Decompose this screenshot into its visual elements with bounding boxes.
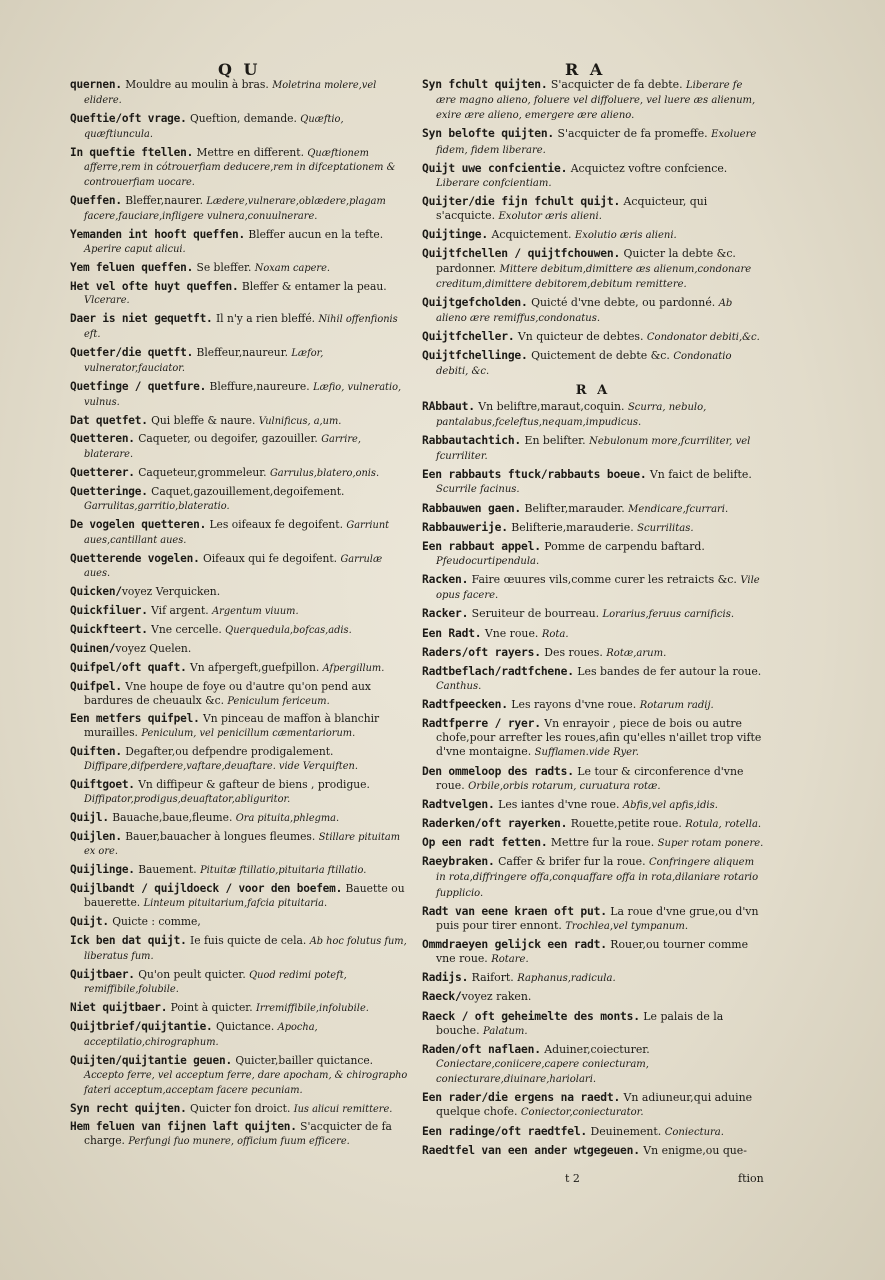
dictionary-entry — [70, 78, 408, 108]
entry-headword: Quetteringe. — [70, 485, 148, 498]
dictionary-entry — [70, 1102, 408, 1117]
dictionary-entry — [422, 330, 764, 345]
dictionary-entry — [70, 811, 408, 826]
entry-headword: De vogelen quetteren. — [70, 517, 207, 531]
entry-definition: Bauer,bauacher à longues fleumes. — [121, 829, 319, 843]
entry-latin: Garrulus,blatero,onis. — [269, 468, 380, 480]
dictionary-entry — [422, 296, 764, 326]
entry-definition: Bauette ou bauerette. — [84, 882, 405, 909]
entry-headword: Quijtbaer. — [70, 967, 135, 981]
entry-latin: Moletrina molere,vel elidere. — [84, 80, 377, 106]
entry-definition: Vn beliftre,maraut,coquin. — [474, 399, 628, 413]
dictionary-entry — [422, 817, 764, 832]
entry-headword: Racken. — [422, 573, 469, 587]
entry-definition: Queftion, demande. — [186, 111, 301, 125]
dictionary-entry — [422, 400, 764, 430]
dictionary-entry — [70, 661, 408, 676]
dictionary-entry — [422, 938, 764, 967]
entry-headword: Queffen. — [70, 194, 122, 208]
dictionary-entry — [422, 836, 764, 851]
entry-definition: S'acquicter de fa charge. — [84, 1120, 392, 1148]
entry-headword: Quetterer. — [70, 466, 135, 480]
entry-headword: Daer is niet gequetft. — [70, 312, 213, 326]
entry-latin: Aperire caput alicui. — [84, 243, 186, 255]
dictionary-entry — [70, 882, 408, 911]
entry-headword: Raders/oft rayers. — [422, 645, 541, 659]
entry-headword: Een Radt. — [422, 626, 482, 640]
entry-definition: Ie fuis quicte de cela. — [186, 933, 310, 947]
entry-headword: Quijtgefcholden. — [422, 295, 528, 309]
dictionary-entry — [70, 146, 408, 191]
entry-headword: Quickfiluer. — [70, 604, 148, 618]
dictionary-entry — [422, 468, 764, 497]
entry-definition: Quicter,bailler quictance. — [231, 1053, 374, 1067]
entry-headword: In queftie ftellen. — [70, 145, 194, 159]
entry-latin: Nebulonum more,fcurriliter, vel fcurriliter. — [436, 435, 751, 463]
entry-definition: Belifter,marauder. — [521, 501, 629, 515]
entry-definition: Rouette,petite roue. — [567, 817, 686, 831]
entry-definition: Aduiner,coiecturer. — [540, 1042, 650, 1056]
dictionary-entry — [422, 521, 764, 536]
entry-headword: Syn recht quijten. — [70, 1101, 187, 1115]
entry-latin: Super rotam ponere. — [657, 838, 764, 850]
entry-latin: Ius alicui remittere. — [293, 1103, 393, 1115]
entry-headword: Quijtfchellinge. — [422, 349, 528, 363]
entry-headword: Quijtinge. — [422, 228, 489, 242]
entry-headword: Een rader/die ergens na raedt. — [422, 1091, 621, 1105]
entry-headword: Radijs. — [422, 971, 469, 985]
entry-definition: Qu'on peult quicter. — [134, 967, 250, 981]
entry-definition: Caqueter, ou degoifer, gazouiller. — [134, 432, 322, 446]
entry-definition: Bauache,baue,fleume. — [108, 810, 236, 824]
entry-latin: Rotarum radij. — [639, 700, 714, 712]
entry-latin: Trochlea,vel tympanum. — [565, 920, 689, 932]
dictionary-entry — [422, 971, 764, 986]
entry-latin: Condonatio debiti, &c. — [436, 351, 732, 378]
dictionary-entry — [70, 280, 408, 309]
entry-definition: La roue d'vne grue,ou d'vn puis pour tirer ennont. — [436, 904, 759, 932]
entry-latin: Mittere debitum,dimittere æs alienum,condonare creditum,dimittere debitorem,debitum remittere. — [436, 263, 752, 290]
entry-definition: Caqueteur,grommeleur. — [134, 466, 270, 480]
entry-latin: Garrulitas,garritio,blateratio. — [84, 500, 230, 512]
dictionary-entry — [70, 1020, 408, 1050]
entry-definition: Des roues. — [540, 645, 607, 659]
entry-headword: Quijtfcheller. — [422, 330, 515, 344]
entry-latin: Lorarius,feruus carnificis. — [602, 609, 734, 621]
dictionary-entry — [422, 162, 764, 191]
entry-definition: Vn faict de belifte. — [646, 468, 752, 482]
entry-latin: Pfeudocurtipendula. — [436, 555, 540, 567]
dictionary-entry — [70, 604, 408, 619]
dictionary-entry — [70, 432, 408, 462]
entry-headword: Het vel ofte huyt queffen. — [70, 279, 239, 293]
entry-headword: Quijtfchellen / quijtfchouwen. — [422, 247, 621, 261]
entry-headword: Quetfer/die quetft. — [70, 346, 194, 359]
entry-definition: Vn adiuneur,qui aduine quelque chofe. — [436, 1091, 753, 1119]
entry-definition: Rouer,ou tourner comme vne roue. — [436, 938, 749, 966]
entry-definition: Bauement. — [134, 863, 201, 877]
entry-definition: Oifeaux qui fe degoifent. — [199, 551, 341, 565]
dictionary-entry — [70, 830, 408, 860]
entry-headword: Quijlen. — [70, 829, 122, 843]
entry-latin: Vile opus facere. — [436, 575, 760, 602]
dictionary-entry — [422, 607, 764, 622]
entry-definition: Il n'y a rien bleffé. — [212, 312, 319, 326]
entry-definition: S'acquicter de fa promeffe. — [554, 127, 712, 141]
entry-definition: Acquictement. — [488, 228, 575, 242]
entry-definition: Bleffeur,naureur. — [193, 346, 292, 359]
dictionary-entry — [70, 934, 408, 964]
entry-headword: Quicken/ — [70, 585, 122, 599]
dictionary-entry — [422, 855, 764, 900]
entry-definition: Vn pinceau de maffon à blanchir murailles. — [84, 712, 380, 740]
dictionary-entry — [70, 778, 408, 807]
entry-headword: Raden/oft naflaen. — [422, 1042, 541, 1056]
entry-latin: Vlcerare. — [84, 295, 130, 307]
dictionary-entry — [70, 712, 408, 741]
catchword: ftion — [738, 1172, 764, 1185]
entry-definition: Les oifeaux fe degoifent. — [206, 517, 347, 531]
entry-headword: Quinen/ — [70, 641, 116, 655]
entry-headword: Raedtfel van een ander wtgegeuen. — [422, 1143, 640, 1157]
entry-headword: Ick ben dat quijt. — [70, 933, 187, 947]
entry-headword: Quickfteert. — [70, 623, 148, 636]
entry-latin: Condonator debiti,&c. — [646, 332, 760, 344]
entry-definition: S'acquicter de fa debte. — [547, 78, 687, 91]
entry-headword: Rabbautachtich. — [422, 433, 522, 447]
entry-definition: Vne roue. — [481, 626, 542, 640]
entry-definition: Quicter fon droict. — [186, 1101, 294, 1115]
entry-definition: Quicté d'vne debte, ou pardonné. — [527, 295, 719, 309]
entry-definition: Vne houpe de foye ou d'autre qu'on pend aux bardures de cheuaulx &c. — [84, 679, 371, 707]
entry-latin: Linteum pituitarium,fafcia pituitaria. — [143, 898, 328, 909]
dictionary-entry — [422, 195, 764, 224]
dictionary-entry — [70, 1120, 408, 1149]
entry-headword: Quifpel/oft quaft. — [70, 660, 187, 674]
entry-headword: RAbbaut. — [422, 399, 475, 413]
entry-headword: Een rabbaut appel. — [422, 539, 541, 553]
entry-headword: Raeck / oft geheimelte des monts. — [422, 1009, 640, 1023]
entry-headword: Een radinge/oft raedtfel. — [422, 1124, 588, 1138]
entry-headword: Quijter/die fijn fchult quijt. — [422, 194, 621, 208]
dictionary-entry — [422, 717, 764, 760]
entry-latin: Ab hoc folutus fum, liberatus fum. — [84, 935, 407, 962]
entry-latin: Accepto ferre, vel acceptum ferre, dare apocham, & chirographo fateri acceptum,acceptam facere pecuniam. — [84, 1069, 408, 1096]
entry-definition: Vif argent. — [147, 604, 213, 618]
entry-headword: Quijlinge. — [70, 863, 135, 877]
entry-headword: Een rabbauts ftuck/rabbauts boeue. — [422, 468, 647, 482]
entry-latin: Diffipare,difperdere,vaftare,deuaftare. vide Verquiften. — [84, 761, 358, 772]
entry-headword: Quijt uwe confcientie. — [422, 161, 568, 175]
entry-headword: Quijl. — [70, 810, 109, 824]
entry-headword: Quijt. — [70, 914, 109, 928]
dictionary-entry — [422, 78, 764, 123]
entry-headword: Radtfperre / ryer. — [422, 717, 541, 731]
entry-headword: Radtvelgen. — [422, 797, 495, 811]
entry-definition: Seruiteur de bourreau. — [468, 607, 603, 621]
entry-headword: Quetfinge / quetfure. — [70, 379, 207, 393]
entry-definition: Quictance. — [212, 1020, 278, 1034]
dictionary-entry — [422, 1043, 764, 1087]
entry-latin: Noxam capere. — [254, 262, 331, 274]
entry-headword: Yem feluen queffen. — [70, 260, 194, 274]
dictionary-entry — [422, 646, 764, 661]
entry-definition: Belifterie,marauderie. — [507, 520, 638, 534]
entry-headword: Op een radt fetten. — [422, 836, 548, 850]
entry-headword: quernen. — [70, 78, 122, 91]
entry-latin: Irremiffibile,infolubile. — [256, 1003, 369, 1015]
dictionary-entry — [422, 665, 764, 694]
section-heading: R A — [575, 382, 611, 398]
dictionary-entry — [70, 745, 408, 774]
dictionary-entry — [422, 990, 764, 1005]
left-column — [70, 78, 408, 1153]
entry-latin: Garriunt aues,cantillant aues. — [84, 519, 390, 546]
entry-latin: Exoluere fidem, fidem liberare. — [436, 129, 757, 156]
entry-headword: Rabbauwen gaen. — [422, 501, 522, 515]
dictionary-entry — [422, 765, 764, 794]
entry-latin: Vulnificus, a,um. — [258, 415, 342, 427]
entry-headword: Quijtbrief/quijtantie. — [70, 1020, 213, 1034]
entry-latin: Sufflamen.vide Ryer. — [534, 747, 639, 759]
entry-headword: Raderken/oft rayerken. — [422, 817, 568, 831]
dictionary-entry — [422, 228, 764, 243]
entry-definition: Quicter la debte &c. pardonner. — [436, 247, 736, 275]
dictionary-entry — [422, 1010, 764, 1039]
entry-latin: Exolutor æris alieni. — [498, 211, 602, 223]
entry-latin: Confringere aliquem in rota,diffringere offa,conquaffare offa in rota,dilaniare rotario fupplicio. — [436, 857, 759, 899]
entry-definition: Mettre en different. — [193, 145, 308, 159]
dictionary-entry — [422, 127, 764, 157]
entry-definition: Degafter,ou defpendre prodigalement. — [121, 745, 334, 759]
entry-headword: Syn belofte quijten. — [422, 127, 555, 141]
entry-latin: Læfor, vulnerator,fauciator. — [84, 348, 324, 374]
entry-headword: Ommdraeyen gelijck een radt. — [422, 938, 607, 952]
entry-latin: Nihil offenfionis eft. — [84, 314, 398, 341]
dictionary-entry — [70, 915, 408, 930]
entry-headword: Niet quijtbaer. — [70, 1001, 168, 1015]
entry-definition: En belifter. — [521, 433, 590, 447]
entry-headword: Hem feluen van fijnen laft quijten. — [70, 1120, 297, 1134]
dictionary-entry — [70, 312, 408, 342]
dictionary-entry — [70, 228, 408, 257]
dictionary-entry — [70, 1001, 408, 1016]
entry-latin: Quæftionem afferre,rem in cótrouerfiam deducere,rem in difceptationem & controuerfiam uocare. — [84, 147, 396, 189]
entry-latin: Quæftio, quæftiuncula. — [84, 113, 344, 140]
entry-latin: Orbile,orbis rotarum, curuatura rotæ. — [468, 780, 661, 792]
entry-latin: Raphanus,radicula. — [517, 973, 616, 985]
entry-latin: Peniculum, vel penicillum cæmentariorum. — [141, 728, 356, 740]
entry-headword: Quiften. — [70, 745, 122, 759]
entry-headword: Quijlbandt / quijldoeck / voor den boefem. — [70, 882, 343, 896]
entry-definition: Acquicteur, qui s'acquicte. — [436, 194, 708, 223]
entry-latin: Rota. — [541, 628, 569, 640]
entry-latin: Garrire, blaterare. — [84, 434, 361, 461]
entry-latin: Scurrile facinus. — [436, 484, 520, 496]
entry-latin: Diffipator,prodigus,deuaftator,abliguritor. — [84, 793, 291, 805]
entry-definition: Bleffer aucun en la tefte. — [244, 227, 384, 241]
entry-latin: Palatum. — [483, 1025, 528, 1037]
entry-definition: Vn afpergeft,guefpillon. — [186, 660, 323, 674]
entry-latin: Rotare. — [491, 954, 529, 966]
entry-headword: Quetteren. — [70, 432, 135, 446]
entry-definition: Le tour & circonference d'vne roue. — [436, 764, 744, 792]
entry-definition: Mouldre au moulin à bras. — [121, 78, 273, 91]
dictionary-entry — [422, 349, 764, 379]
entry-headword: Radtbeflach/radtfchene. — [422, 664, 574, 678]
entry-headword: Rabbauwerije. — [422, 520, 508, 534]
dictionary-entry — [422, 1091, 764, 1120]
entry-definition: Mettre fur la roue. — [547, 836, 658, 850]
entry-headword: Syn fchult quijten. — [422, 78, 548, 91]
entry-headword: Racker. — [422, 607, 469, 621]
dictionary-entry — [70, 518, 408, 548]
dictionary-entry — [70, 414, 408, 429]
entry-definition: Quicte : comme, — [108, 914, 201, 928]
entry-latin: Stillare pituitam ex ore. — [84, 831, 401, 858]
dictionary-entry — [70, 466, 408, 481]
dictionary-entry — [422, 798, 764, 813]
dictionary-entry — [422, 247, 764, 291]
entry-definition: Les iantes d'vne roue. — [494, 797, 623, 811]
entry-latin: Lædere,vulnerare,oblædere,plagam facere,fauciare,infligere vulnera,conuulnerare. — [84, 196, 386, 222]
entry-definition: Quictement de debte &c. — [527, 349, 674, 363]
entry-latin: Exolutio æris alieni. — [574, 230, 677, 242]
dictionary-entry — [422, 905, 764, 934]
entry-definition: Vn quicteur de debtes. — [514, 330, 647, 344]
entry-latin: Peniculum fericeum. — [227, 695, 330, 707]
entry-definition: Caquet,gazouillement,degoifement. — [147, 485, 345, 498]
entry-latin: Scurrilitas. — [637, 522, 694, 534]
dictionary-entry — [70, 552, 408, 582]
entry-definition: Bleffer & entamer la peau. — [238, 279, 387, 293]
entry-headword: Quiftgoet. — [70, 777, 135, 791]
dictionary-entry — [422, 540, 764, 569]
entry-definition: voyez Quelen. — [115, 641, 192, 655]
entry-definition: Bleffer,naurer. — [121, 194, 207, 208]
entry-latin: Perfungi fuo munere, officium fuum efficere. — [128, 1136, 350, 1148]
dictionary-entry — [422, 698, 764, 713]
entry-latin: Rotula, rotella. — [685, 819, 762, 831]
dictionary-entry — [422, 434, 764, 464]
dictionary-entry — [422, 1125, 764, 1140]
dictionary-entry — [70, 261, 408, 276]
dictionary-entry — [70, 680, 408, 709]
entry-definition: Les rayons d'vne roue. — [507, 698, 640, 712]
entry-latin: Quod redimi poteft, remiffibile,folubile. — [84, 969, 347, 996]
dictionary-entry — [70, 380, 408, 410]
dictionary-entry — [422, 627, 764, 642]
entry-definition: Les bandes de fer autour la roue. — [573, 664, 762, 678]
entry-latin: Pituitæ ftillatio,pituitaria ftillatio. — [200, 865, 367, 877]
entry-definition: Vne cercelle. — [147, 623, 226, 636]
entry-definition: Acquictez voftre confcience. — [567, 161, 728, 175]
entry-latin: Apocha, acceptilatio,chirographum. — [84, 1022, 318, 1048]
entry-definition: voyez raken. — [461, 990, 532, 1004]
dictionary-entry — [70, 642, 408, 657]
entry-headword: Quifpel. — [70, 679, 122, 693]
entry-latin: Læfio, vulneratio, vulnus. — [84, 381, 402, 408]
entry-latin: Liberare confcientiam. — [436, 177, 552, 189]
entry-definition: Vn enrayoir , piece de bois ou autre chofe,pour arrefter les roues,afin qu'elles n'aillet trop vifte d'vne montaigne. — [436, 717, 762, 759]
dictionary-entry — [70, 1054, 408, 1098]
entry-headword: Dat quetfet. — [70, 413, 148, 427]
entry-headword: Quijten/quijtantie geuen. — [70, 1053, 232, 1067]
entry-latin: Coniectare,coniicere,capere coniecturam, coniecturare,diuinare,hariolari. — [436, 1059, 649, 1086]
entry-latin: Ab alieno ære remiffus,condonatus. — [436, 297, 733, 324]
entry-latin: Scurra, nebulo, pantalabus,fceleftus,nequam,impudicus. — [436, 401, 707, 428]
dictionary-entry — [70, 485, 408, 514]
entry-definition: Pomme de carpendu baftard. — [540, 539, 705, 553]
entry-definition: Faire œuures vils,comme curer les retraicts &c. — [468, 573, 741, 587]
entry-headword: Radtfpeecken. — [422, 698, 508, 712]
entry-headword: Raeybraken. — [422, 855, 495, 869]
entry-definition: Raifort. — [468, 971, 518, 985]
signature-mark: t 2 — [565, 1172, 580, 1185]
entry-latin: Coniector,coniecturator. — [520, 1107, 644, 1119]
entry-latin: Afpergillum. — [322, 662, 385, 674]
entry-latin: Ora pituita,phlegma. — [235, 812, 340, 824]
entry-latin: Abfis,vel apfis,idis. — [622, 799, 718, 811]
entry-definition: Le palais de la bouche. — [436, 1009, 724, 1037]
dictionary-entry — [422, 502, 764, 517]
dictionary-entry — [70, 623, 408, 638]
running-header-right: R A — [565, 60, 606, 79]
entry-definition: Vn enigme,ou que- — [639, 1143, 747, 1157]
entry-latin: Rotæ,arum. — [606, 647, 667, 659]
entry-latin: Argentum viuum. — [212, 606, 299, 618]
dictionary-entry — [422, 573, 764, 603]
entry-definition: Bleffure,naureure. — [206, 379, 314, 393]
dictionary-entry — [70, 112, 408, 142]
entry-headword: Radt van eene kraen oft put. — [422, 904, 607, 918]
dictionary-entry — [422, 1144, 764, 1159]
dictionary-entry — [70, 968, 408, 998]
entry-latin: Liberare fe ære magno alieno, foluere vel diffoluere, vel luere æs alienum, exire ære alieno, emergere ære alieno. — [436, 80, 756, 122]
entry-headword: Den ommeloop des radts. — [422, 764, 574, 778]
entry-headword: Raeck/ — [422, 990, 462, 1004]
entry-definition: Se bleffer. — [193, 260, 255, 274]
entry-headword: Yemanden int hooft queffen. — [70, 227, 245, 241]
entry-definition: Qui bleffe & naure. — [147, 413, 259, 427]
entry-latin: Canthus. — [436, 680, 482, 692]
entry-headword: Een metfers quifpel. — [70, 712, 200, 726]
dictionary-entry — [70, 194, 408, 224]
entry-definition: voyez Verquicken. — [121, 585, 221, 599]
dictionary-entry — [70, 863, 408, 878]
entry-headword: Queftie/oft vrage. — [70, 111, 187, 125]
entry-definition: Deuinement. — [587, 1124, 665, 1138]
entry-definition: Caffer & brifer fur la roue. — [494, 855, 650, 869]
right-column — [422, 78, 764, 1163]
dictionary-entry — [70, 346, 408, 376]
entry-definition: Point à quicter. — [167, 1001, 257, 1015]
entry-latin: Garrulæ aues. — [84, 553, 383, 580]
entry-latin: Mendicare,fcurrari. — [628, 503, 729, 515]
running-header-left: Q U — [218, 60, 261, 79]
dictionary-entry — [70, 585, 408, 600]
entry-latin: Querquedula,bofcas,adis. — [225, 625, 352, 636]
entry-headword: Quetterende vogelen. — [70, 551, 200, 565]
entry-definition: Vn diffipeur & gafteur de biens , prodigue. — [134, 777, 370, 791]
entry-latin: Coniectura. — [664, 1126, 724, 1138]
